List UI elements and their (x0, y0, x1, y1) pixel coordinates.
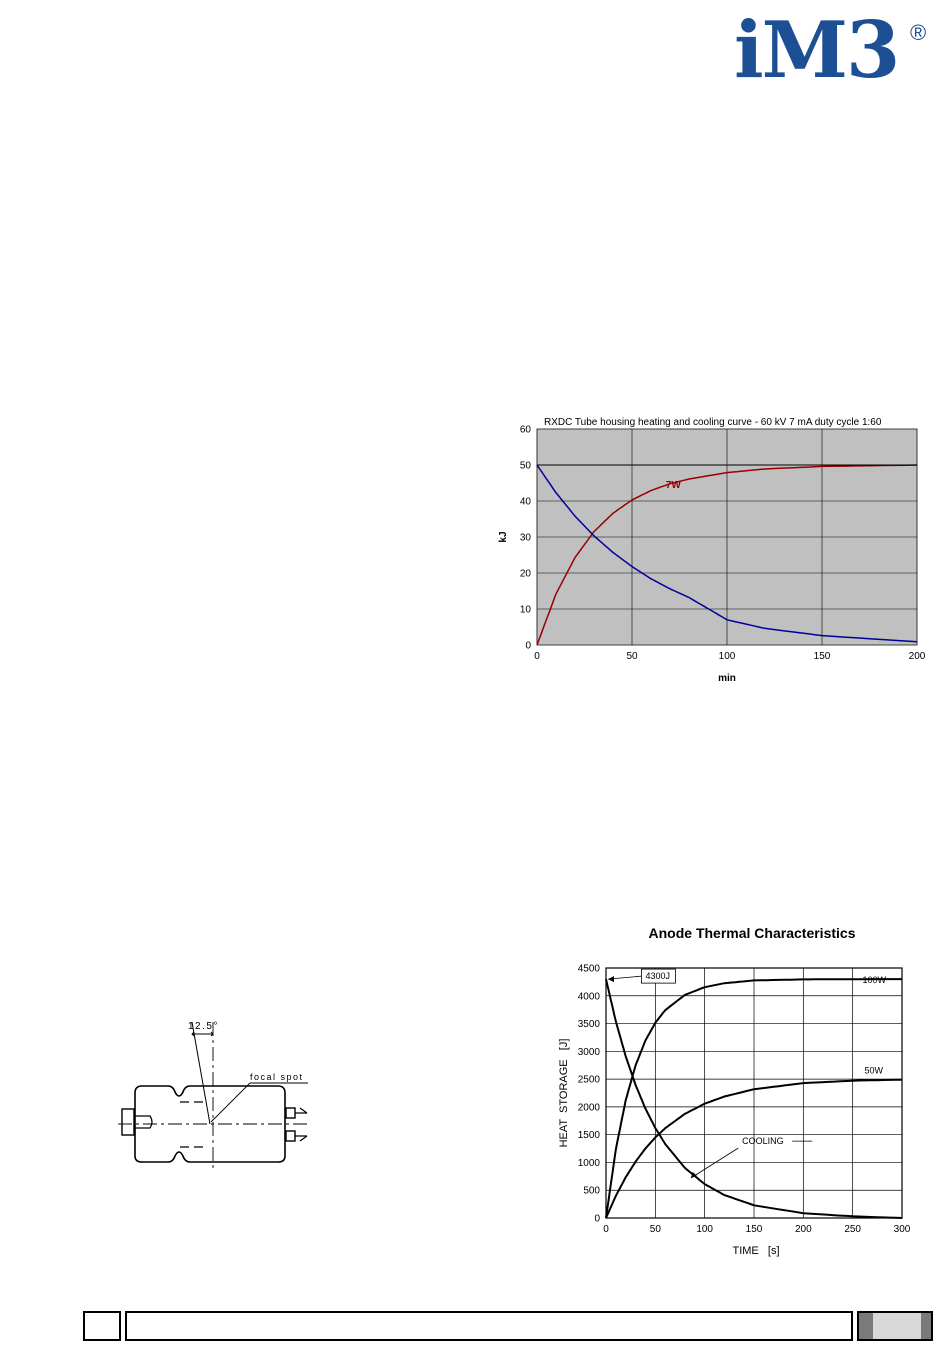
footer-color-bar (857, 1311, 933, 1341)
y-tick-label: 3000 (577, 1046, 600, 1058)
footer-page-box (83, 1311, 121, 1341)
x-tick-label: 150 (745, 1224, 763, 1235)
chart1-annotation-7w: 7W (665, 480, 681, 492)
y-tick-label: 0 (525, 640, 531, 652)
y-tick-label: 10 (519, 604, 531, 616)
footer-text-box (125, 1311, 853, 1341)
x-tick-label: 0 (603, 1224, 609, 1235)
anode-thermal-characteristics-chart (550, 920, 920, 1265)
tube-housing-heating-cooling-chart (490, 410, 930, 695)
y-tick-label: 3500 (577, 1019, 600, 1031)
y-tick-label: 4500 (577, 963, 600, 975)
chart2-annotation: 100W (862, 975, 887, 985)
y-tick-label: 20 (519, 568, 531, 580)
chart1-x-axis-label: min (718, 673, 736, 684)
x-tick-label: 150 (813, 651, 831, 662)
tube-dimension-drawing (110, 1010, 320, 1170)
chart2-annotation: COOLING (742, 1136, 784, 1147)
x-tick-label: 200 (908, 651, 926, 662)
chart2-annotation: 4300J (645, 971, 670, 982)
chart2-title: Anode Thermal Characteristics (648, 925, 856, 941)
chart2-y-axis-label: HEAT STORAGE [J] (558, 1038, 570, 1148)
y-tick-label: 2500 (577, 1074, 600, 1086)
x-tick-label: 300 (893, 1224, 911, 1235)
chart1-y-axis-label: kJ (498, 531, 509, 543)
y-tick-label: 1000 (577, 1157, 600, 1169)
y-tick-label: 60 (519, 424, 531, 436)
logo-wordmark: iM3 (734, 5, 899, 96)
y-tick-label: 0 (594, 1213, 600, 1225)
y-tick-label: 4000 (577, 991, 600, 1003)
x-tick-label: 50 (649, 1224, 661, 1235)
chart2-x-axis-label: TIME [s] (732, 1245, 780, 1257)
x-tick-label: 250 (844, 1224, 862, 1235)
x-tick-label: 100 (696, 1224, 714, 1235)
registered-mark: ® (910, 20, 927, 45)
y-tick-label: 50 (519, 460, 531, 472)
chart2-annotation: 50W (864, 1065, 884, 1076)
x-tick-label: 100 (718, 651, 736, 662)
y-tick-label: 40 (519, 496, 531, 508)
x-tick-label: 200 (794, 1224, 812, 1235)
tube-outline (110, 1010, 320, 1170)
x-tick-label: 50 (626, 651, 638, 662)
y-tick-label: 500 (583, 1185, 600, 1197)
chart1-title: RXDC Tube housing heating and cooling curve - 60 kV 7 mA duty cycle 1:60 (544, 417, 882, 428)
im3-logo (730, 5, 935, 96)
y-tick-label: 2000 (577, 1102, 600, 1114)
x-tick-label: 0 (534, 651, 540, 662)
y-tick-label: 30 (519, 532, 531, 544)
tube-angle-label: 12.5° (188, 1021, 219, 1032)
focal-spot-label: focal spot (250, 1072, 304, 1082)
y-tick-label: 1500 (577, 1130, 600, 1142)
